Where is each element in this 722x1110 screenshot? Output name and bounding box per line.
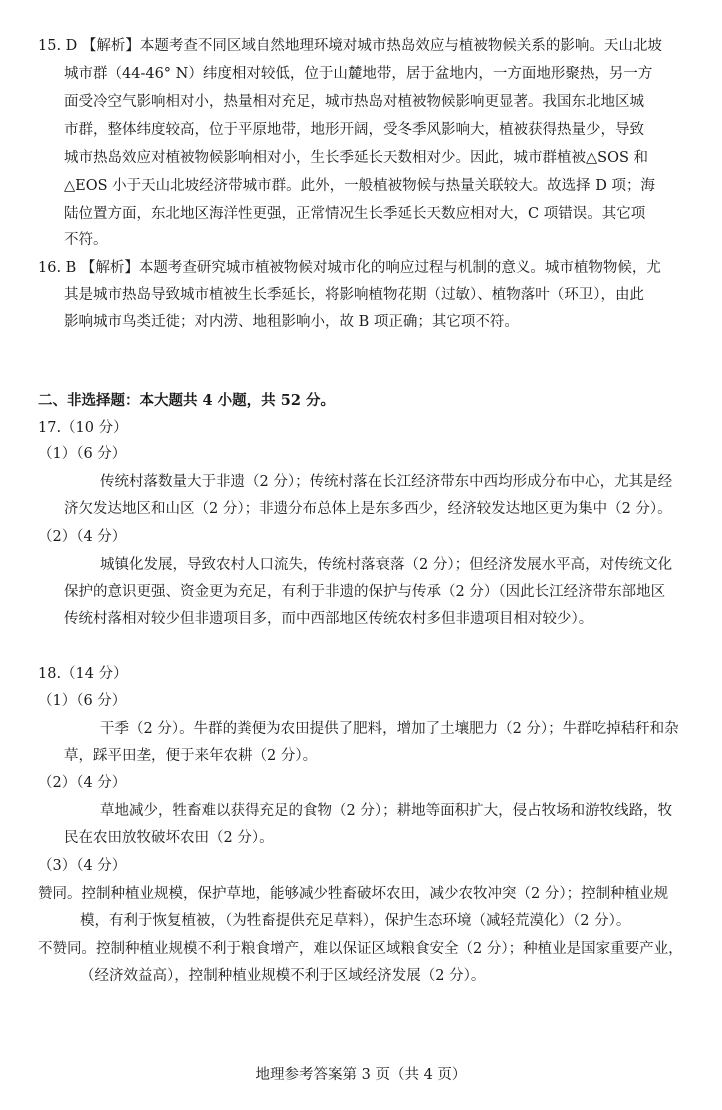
q18-part3-line: （经济效益高），控制种植业规模不利于区域经济发展（2 分）。 <box>80 968 486 984</box>
q17-part2-line: 保护的意识更强、资金更为充足，有利于非遗的保护与传承（2 分）（因此长江经济带东部地区 <box>64 584 666 600</box>
q17-part2-label: （2）（4 分） <box>38 529 127 545</box>
q18-part2-line: 民在农田放牧破坏农田（2 分）。 <box>64 830 274 846</box>
q15-line: 15. D 【解析】本题考查不同区域自然地理环境对城市热岛效应与植被物候关系的影响。天山北坡 <box>38 38 662 54</box>
q15-line: 市群，整体纬度较高，位于平原地带，地形开阔，受冬季风影响大，植被获得热量少，导致 <box>64 122 644 138</box>
q16-line: 影响城市鸟类迁徙；对内涝、地租影响小，故 B 项正确；其它项不符。 <box>64 314 519 330</box>
q15-line: 城市群（44-46° N）纬度相对较低，位于山麓地带，居于盆地内，一方面地形聚热，另一方 <box>64 66 653 82</box>
q15-line: 面受冷空气影响相对小，热量相对充足，城市热岛对植被物候影响更显著。我国东北地区城 <box>64 94 644 110</box>
q18-part3-line: 不赞同。控制种植业规模不利于粮食增产，难以保证区域粮食安全（2 分）；种植业是国家重要产业， <box>38 941 683 957</box>
q17-part1-line: 传统村落数量大于非遗（2 分）；传统村落在长江经济带东中西均形成分布中心，尤其是经 <box>100 474 673 490</box>
q15-line: 陆位置方面，东北地区海洋性更强，正常情况生长季延长天数应相对大，C 项错误。其它项 <box>64 206 646 222</box>
q18-part3-line: 模，有利于恢复植被，（为牲畜提供充足草料），保护生态环境（减轻荒漠化）（2 分）。 <box>80 913 631 929</box>
q17-part2-line: 传统村落相对较少但非遗项目多，而中西部地区传统农村多但非遗项目相对较少）。 <box>64 611 594 627</box>
q18-title: 18.（14 分） <box>38 666 128 682</box>
q18-part1-line: 干季（2 分）。牛群的粪便为农田提供了肥料，增加了土壤肥力（2 分）；牛群吃掉秸秆和杂 <box>100 721 679 737</box>
q18-part3-label: （3）（4 分） <box>38 858 127 874</box>
q18-part2-line: 草地减少，牲畜难以获得充足的食物（2 分）；耕地等面积扩大，侵占牧场和游牧线路，牧 <box>100 803 673 819</box>
q18-part1-label: （1）（6 分） <box>38 693 127 709</box>
q16-line: 其是城市热岛导致城市植被生长季延长，将影响植物花期（过敏）、植物落叶（环卫），由此 <box>64 287 644 303</box>
q18-part1-line: 草，踩平田垄，便于来年农耕（2 分）。 <box>64 748 318 764</box>
q17-part1-label: （1）（6 分） <box>38 446 127 462</box>
section-heading: 二、非选择题：本大题共 4 小题，共 52 分。 <box>38 392 335 409</box>
q15-line: 不符。 <box>64 232 108 248</box>
q18-part2-label: （2）（4 分） <box>38 775 127 791</box>
q17-part2-line: 城镇化发展，导致农村人口流失，传统村落衰落（2 分）；但经济发展水平高，对传统文化 <box>100 557 673 573</box>
q15-line: △EOS 小于天山北坡经济带城市群。此外，一般植被物候与热量关联较大。故选择 D 项；海 <box>64 178 656 194</box>
q16-line: 16. B 【解析】本题考查研究城市植被物候对城市化的响应过程与机制的意义。城市植物物候，尤 <box>38 260 661 276</box>
page-footer: 地理参考答案第 3 页（共 4 页） <box>255 1067 467 1083</box>
q17-title: 17.（10 分） <box>38 420 128 436</box>
q15-line: 城市热岛效应对植被物候影响相对小，生长季延长天数相对少。因此，城市群植被△SOS 和 <box>64 150 649 166</box>
q18-part3-line: 赞同。控制种植业规模，保护草地，能够减少牲畜破坏农田，减少农牧冲突（2 分）；控制种植业规 <box>38 886 669 902</box>
q17-part1-line: 济欠发达地区和山区（2 分）；非遗分布总体上是东多西少，经济较发达地区更为集中（2 分）。 <box>64 501 672 517</box>
